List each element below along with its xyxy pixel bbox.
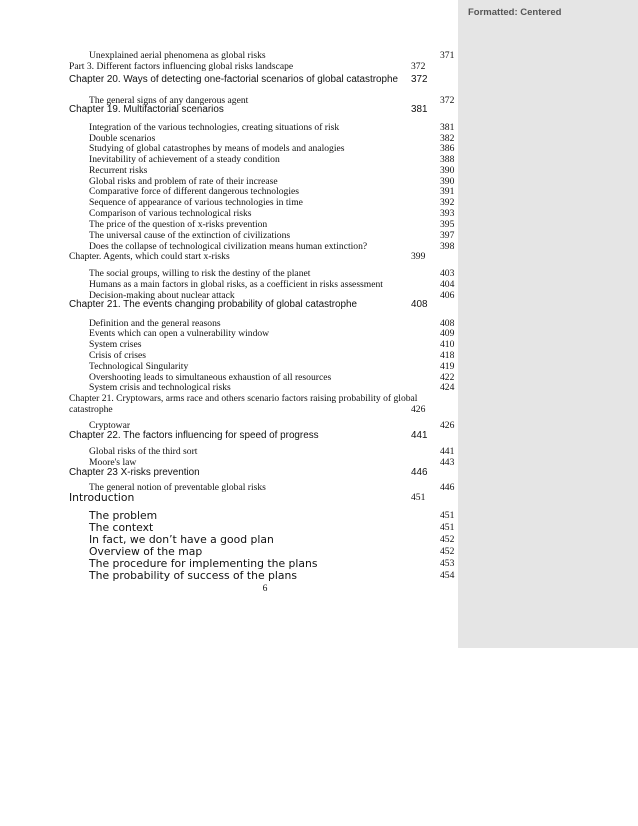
toc-entry-page: 424	[440, 382, 455, 393]
toc-entry-page: 399	[411, 251, 426, 262]
toc-entry-title: Chapter 20. Ways of detecting one-factorial scenarios of global catastrophe	[69, 74, 398, 85]
toc-entry-page: 391	[440, 186, 455, 197]
toc-entry-title: The general notion of preventable global risks	[89, 482, 266, 493]
toc-entry-page: 392	[440, 197, 455, 208]
toc-entry-title: System crises	[89, 339, 142, 350]
toc-entry-page: 418	[440, 350, 455, 361]
toc-entry-title: Overshooting leads to simultaneous exhaustion of all resources	[89, 372, 332, 383]
toc-entry-title: The probability of success of the plans	[89, 569, 297, 582]
toc-entry-title: Crisis of crises	[89, 350, 147, 361]
toc-entry-page: 395	[440, 219, 455, 230]
toc-entry-title: Chapter 21. The events changing probability of global catastrophe	[69, 299, 358, 310]
toc-entry-title: Definition and the general reasons	[89, 318, 221, 329]
toc-entry-title: The price of the question of x-risks prevention	[89, 219, 268, 230]
toc-entry-title: Cryptowar	[89, 420, 131, 431]
formatting-note: Formatted: Centered	[468, 7, 562, 18]
toc-entry-title: The context	[89, 521, 154, 534]
toc-entry-page: 441	[440, 446, 455, 457]
toc-entry-page: 409	[440, 328, 455, 339]
page-number: 6	[262, 583, 268, 594]
toc-entry-page: 386	[440, 143, 455, 154]
toc-entry-page: 372	[440, 95, 455, 106]
toc-entry-title: Unexplained aerial phenomena as global risks	[89, 50, 266, 61]
toc-entry-title: Integration of the various technologies, creating situations of risk	[89, 122, 340, 133]
toc-entry-page: 371	[440, 50, 455, 61]
toc-entry-title: The social groups, willing to risk the destiny of the planet	[89, 268, 311, 279]
toc-entry-page: 393	[440, 208, 455, 219]
toc-entry-title: Global risks and problem of rate of their increase	[89, 176, 278, 187]
toc-entry-title: The universal cause of the extinction of civilizations	[89, 230, 291, 241]
toc-entry-page: 397	[440, 230, 455, 241]
toc-entry-page: 408	[440, 318, 455, 329]
toc-entry-title: System crisis and technological risks	[89, 382, 231, 393]
toc-entry-page: 381	[411, 104, 428, 115]
toc-entry-page: 446	[440, 482, 455, 493]
toc-entry-title: Overview of the map	[89, 545, 203, 558]
toc-entry-title: Chapter 23 X-risks prevention	[69, 467, 200, 478]
toc-entry-title: Chapter 19. Multifactorial scenarios	[69, 104, 224, 115]
toc-entry-page: 372	[411, 74, 428, 85]
toc-entry-title: Sequence of appearance of various technologies in time	[89, 197, 303, 208]
toc-entry-page: 446	[411, 467, 428, 478]
toc-entry-page: 451	[440, 510, 455, 521]
toc-entry-title: Humans as a main factors in global risks, as a coefficient in risks assessment	[89, 279, 383, 290]
toc-entry-title: Part 3. Different factors influencing global risks landscape	[69, 61, 294, 72]
toc-entry-page: 422	[440, 372, 455, 383]
toc-entry-title: The problem	[89, 509, 158, 522]
toc-entry-title: Inevitability of achievement of a steady condition	[89, 154, 280, 165]
toc-entry-page: 451	[411, 492, 426, 503]
toc-entry-page: 453	[440, 558, 455, 569]
toc-entry-page: 410	[440, 339, 455, 350]
toc-entry-title: Moore's law	[89, 457, 137, 468]
toc-entry-page: 452	[440, 534, 455, 545]
comment-margin-pane	[458, 0, 638, 648]
toc-entry-page: 390	[440, 165, 455, 176]
toc-entry-page: 426	[440, 420, 455, 431]
toc-entry-title: Recurrent risks	[89, 165, 148, 176]
toc-entry-page: 372	[411, 61, 426, 72]
toc-entry-title: Chapter 21. Cryptowars, arms race and others scenario factors raising probability of global	[69, 393, 418, 404]
page-bottom-area	[0, 648, 638, 826]
toc-entry-title: Global risks of the third sort	[89, 446, 198, 457]
toc-entry-page: 406	[440, 290, 455, 301]
toc-entry-title: Chapter. Agents, which could start x-risks	[69, 251, 230, 262]
toc-entry-page: 441	[411, 430, 428, 441]
toc-entry-title: catastrophe	[69, 404, 113, 415]
toc-entry-page: 398	[440, 241, 455, 252]
toc-entry-title: The procedure for implementing the plans	[89, 557, 318, 570]
toc-entry-title: Does the collapse of technological civilization means human extinction?	[89, 241, 368, 252]
toc-entry-page: 404	[440, 279, 455, 290]
toc-entry-title: Introduction	[69, 491, 135, 504]
toc-entry-title: Studying of global catastrophes by means of models and analogies	[89, 143, 345, 154]
toc-entry-page: 443	[440, 457, 455, 468]
toc-entry-page: 388	[440, 154, 455, 165]
toc-entry-title: Technological Singularity	[89, 361, 189, 372]
toc-entry-title: Chapter 22. The factors influencing for speed of progress	[69, 430, 319, 441]
toc-entry-page: 408	[411, 299, 428, 310]
toc-entry-page: 426	[411, 404, 426, 415]
toc-entry-title: Double scenarios	[89, 133, 156, 144]
toc-entry-title: In fact, we don’t have a good plan	[89, 533, 274, 546]
toc-entry-page: 451	[440, 522, 455, 533]
toc-entry-title: Events which can open a vulnerability window	[89, 328, 270, 339]
toc-entry-title: The general signs of any dangerous agent	[89, 95, 249, 106]
toc-entry-page: 382	[440, 133, 455, 144]
toc-entry-page: 390	[440, 176, 455, 187]
toc-entry-page: 419	[440, 361, 455, 372]
toc-entry-page: 381	[440, 122, 455, 133]
toc-entry-page: 403	[440, 268, 455, 279]
toc-entry-title: Comparative force of different dangerous technologies	[89, 186, 300, 197]
toc-entry-title: Comparison of various technological risks	[89, 208, 252, 219]
toc-entry-title: Decision-making about nuclear attack	[89, 290, 235, 301]
toc-entry-page: 454	[440, 570, 455, 581]
toc-entry-page: 452	[440, 546, 455, 557]
